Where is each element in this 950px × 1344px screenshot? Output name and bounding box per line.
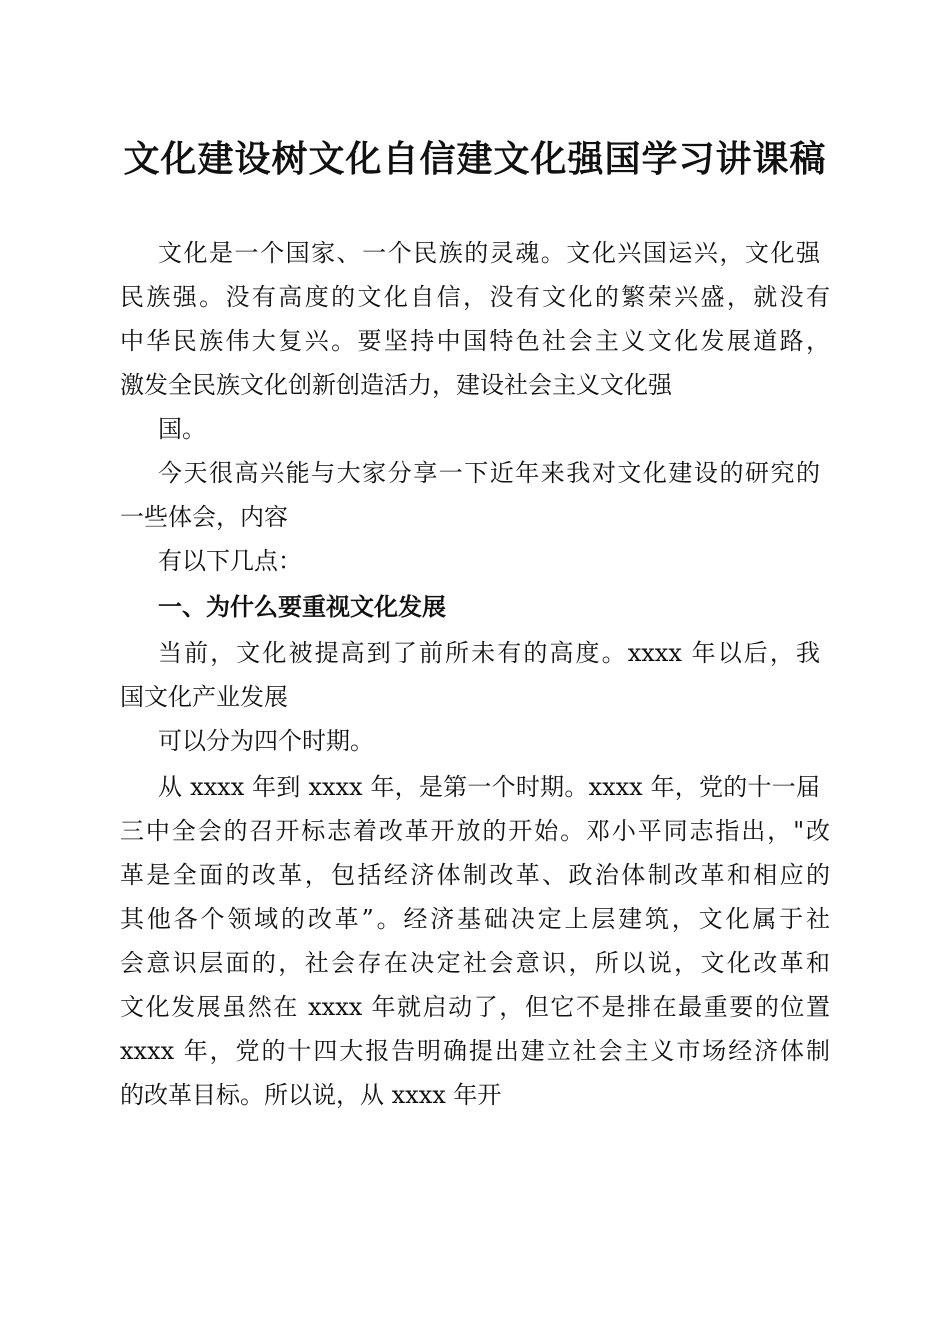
text-line: 可以分为四个时期。 xyxy=(158,727,374,755)
text-line: 国文化产业发展 xyxy=(120,683,288,711)
text-line: 革是全面的改革，包括经济体制改革、政治体制改革和相应的 xyxy=(120,861,830,889)
text-line: 从 xxxx 年到 xxxx 年，是第一个时期。xxxx 年，党的十一届 xyxy=(158,773,820,801)
text-line: 中华民族伟大复兴。要坚持中国特色社会主义文化发展道路， xyxy=(120,327,830,355)
text-line: xxxx 年，党的十四大报告明确提出建立社会主义市场经济体制 xyxy=(120,1037,830,1065)
text-line: 国。 xyxy=(158,415,206,443)
text-line: 一些体会，内容 xyxy=(120,503,288,531)
text-line: 会意识层面的，社会存在决定社会意识，所以说，文化改革和 xyxy=(120,949,830,977)
text-line: 文化是一个国家、一个民族的灵魂。文化兴国运兴，文化强 xyxy=(158,239,820,267)
text-line: 文化发展虽然在 xxxx 年就启动了，但它不是排在最重要的位置 xyxy=(120,993,830,1021)
text-line: 激发全民族文化创新创造活力，建设社会主义文化强 xyxy=(120,371,672,399)
text-line: 民族强。没有高度的文化自信，没有文化的繁荣兴盛，就没有 xyxy=(120,283,830,311)
text-line: 有以下几点： xyxy=(158,547,302,575)
document-title: 文化建设树文化自信建文化强国学习讲课稿 xyxy=(123,138,827,180)
text-line: 当前，文化被提高到了前所未有的高度。xxxx 年以后，我 xyxy=(158,639,820,667)
text-line: 今天很高兴能与大家分享一下近年来我对文化建设的研究的 xyxy=(158,459,820,487)
text-line: 三中全会的召开标志着改革开放的开始。邓小平同志指出，"改 xyxy=(120,817,830,845)
section-heading: 一、为什么要重视文化发展 xyxy=(158,593,446,621)
text-line: 其他各个领域的改革”。经济基础决定上层建筑，文化属于社 xyxy=(120,905,830,933)
text-line: 的改革目标。所以说，从 xxxx 年开 xyxy=(120,1081,502,1109)
